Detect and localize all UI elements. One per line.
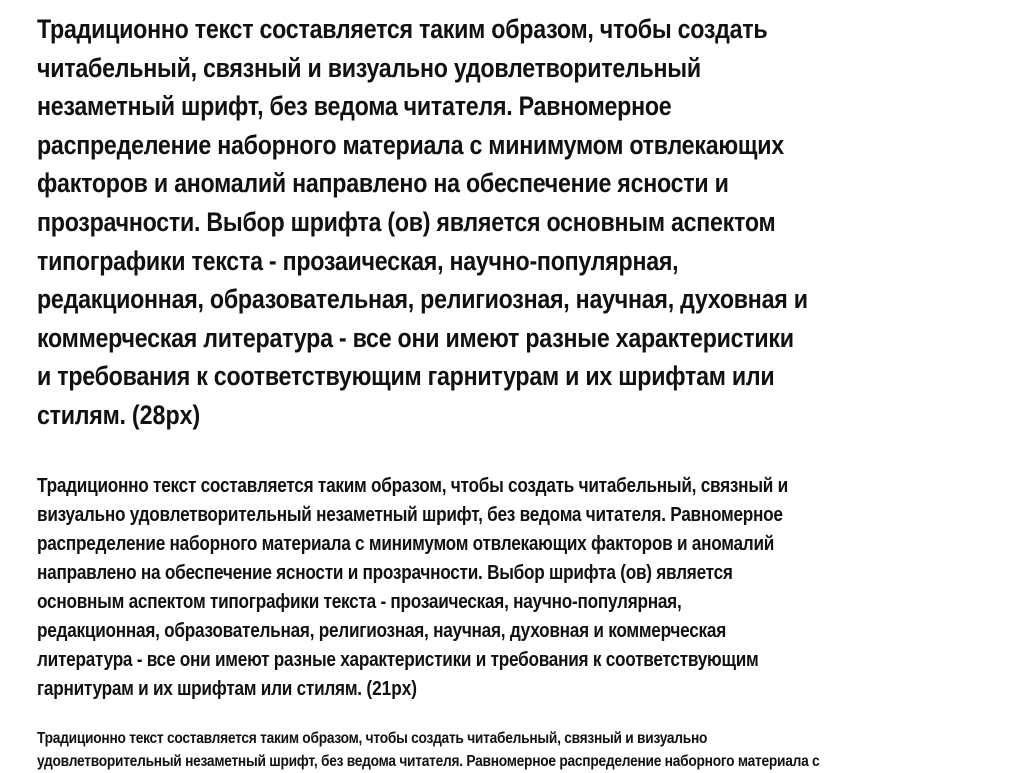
font-size-label: (21px) xyxy=(366,678,417,700)
text-line-end: стилям. xyxy=(37,400,126,430)
text-line: Традиционно текст составляется таким образом, чтобы создать читабельный, связный и xyxy=(37,472,788,501)
text-line: Традиционно текст составляется таким образом, чтобы создать xyxy=(37,10,808,49)
text-line: направлено на обеспечение ясности и прозрачности. Выбор шрифта (ов) является xyxy=(37,559,788,588)
text-line: удовлетворительный незаметный шрифт, без ведома читателя. Равномерное распределение наборного материала с xyxy=(37,751,819,773)
text-line xyxy=(37,396,808,435)
text-line-end: гарнитурам и их шрифтам или стилям. xyxy=(37,678,362,700)
text-line: Традиционно текст составляется таким образом, чтобы создать читабельный, связный и визуально xyxy=(37,728,819,751)
text-line: редакционная, образовательная, религиозная, научная, духовная и коммерческая xyxy=(37,617,788,646)
text-line: литература - все они имеют разные характеристики и требования к соответствующим xyxy=(37,646,788,675)
text-line xyxy=(37,675,788,704)
text-line: читабельный, связный и визуально удовлетворительный xyxy=(37,49,808,88)
text-line: распределение наборного материала с минимумом отвлекающих xyxy=(37,126,808,165)
text-line: редакционная, образовательная, религиозная, научная, духовная и xyxy=(37,280,808,319)
text-line: типографики текста - прозаическая, научно-популярная, xyxy=(37,242,808,281)
specimen-paragraph-small xyxy=(37,728,947,773)
text-line: незаметный шрифт, без ведома читателя. Равномерное xyxy=(37,87,808,126)
text-line: факторов и аномалий направлено на обеспечение ясности и xyxy=(37,164,808,203)
text-line: и требования к соответствующим гарнитурам и их шрифтам или xyxy=(37,357,808,396)
text-line: основным аспектом типографики текста - прозаическая, научно-популярная, xyxy=(37,588,788,617)
text-line: прозрачности. Выбор шрифта (ов) является основным аспектом xyxy=(37,203,808,242)
font-size-label: (28px) xyxy=(132,400,200,430)
text-line: коммерческая литература - все они имеют разные характеристики xyxy=(37,319,808,358)
specimen-paragraph-28px xyxy=(37,10,933,435)
text-line: визуально удовлетворительный незаметный шрифт, без ведома читателя. Равномерное xyxy=(37,501,788,530)
specimen-paragraph-21px xyxy=(37,472,910,704)
text-line: распределение наборного материала с минимумом отвлекающих факторов и аномалий xyxy=(37,530,788,559)
